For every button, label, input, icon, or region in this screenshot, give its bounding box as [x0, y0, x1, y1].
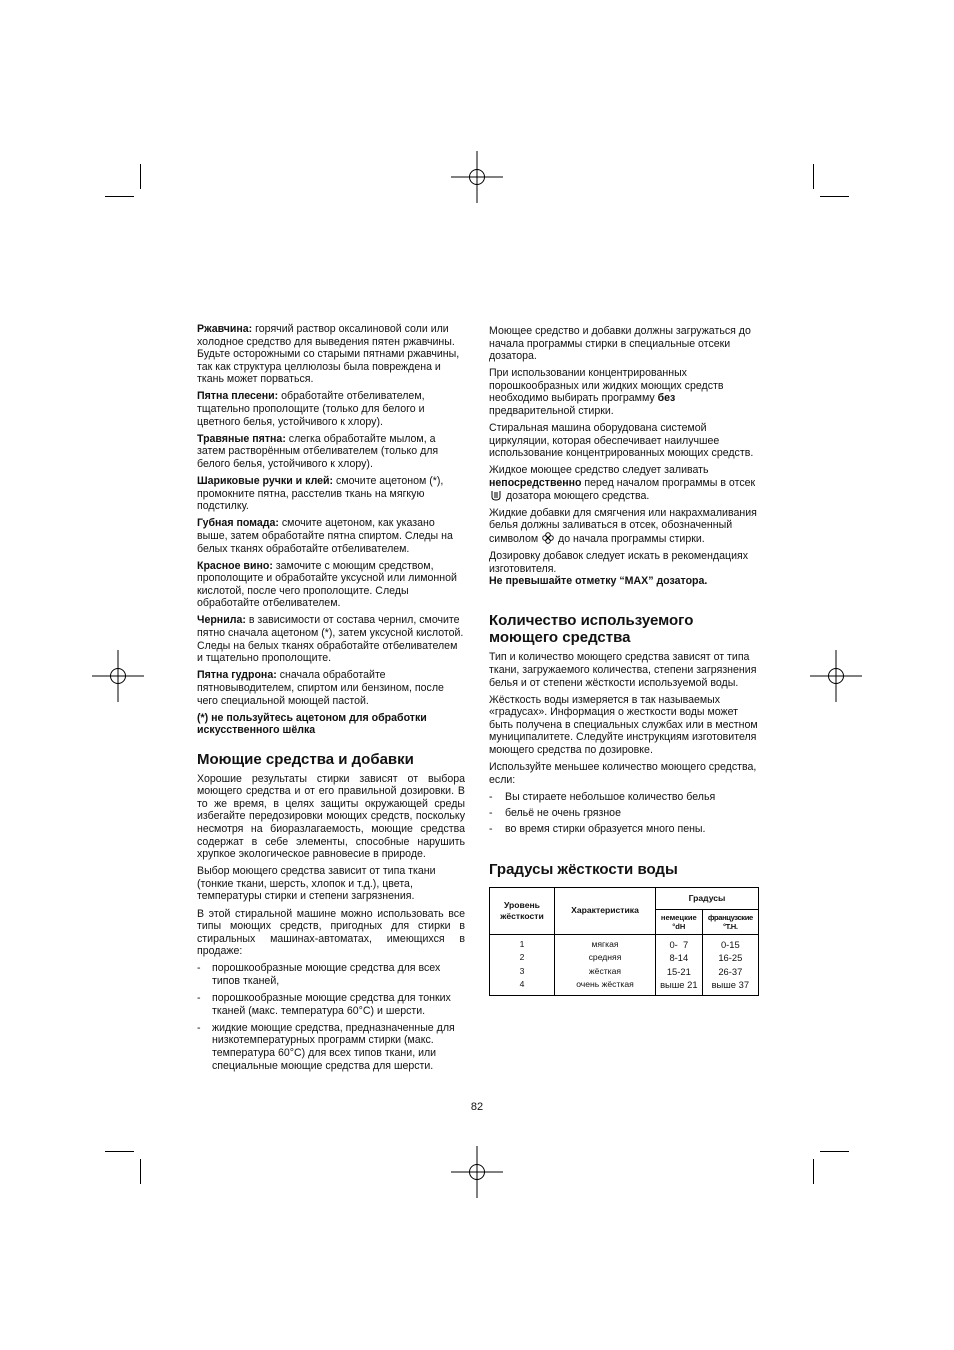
crop-mark	[105, 1151, 134, 1152]
paragraph: Моющее средство и добавки должны загружаться до начала программы стирки в специальные отсеки дозатора.	[489, 325, 751, 363]
paragraph: Тип и количество моющего средства зависят от типа ткани, загружаемого количества, степени загрязнения белья и от степени жёсткости используемой воды.	[489, 651, 757, 689]
paragraph: Хорошие результаты стирки зависят от выбора моющего средства и от его правильной дозировки. В то же время, в целях защиты окружающей среды избегайте передозировки моющих средств, поскольку несмотря на биоразлагаемость, моющие средства содержат в себе элементы, способные нарушить хрупкое экологическое равновесие в природе.	[197, 772, 465, 861]
table-cell-levels: 1 2 3 4	[490, 934, 555, 995]
paragraph: Дозировку добавок следует искать в рекомендациях изготовителя.	[489, 550, 749, 575]
stain-ink: Чернила: в зависимости от состава чернил, смочите пятно сначала ацетоном (*), затем уксусной кислотой. Следы на белых тканях обработайте отбеливателем и тщательно прополощите.	[197, 614, 464, 665]
softener-flower-icon	[542, 532, 554, 544]
registration-mark-icon	[810, 650, 862, 702]
paragraph: Используйте меньшее количество моющего средства, если:	[489, 761, 757, 786]
paragraph: Жёсткость воды измеряется в так называемых «градусах». Информация о жесткости воды может быть получена в специальных службах или в местном муниципалитете. Следуйте инструкциям изготовителя моющего средства по дозировке.	[489, 693, 758, 757]
table-row	[490, 934, 759, 995]
stain-rust: Ржавчина: горячий раствор оксалиновой соли или холодное средство для выведения пятен ржавчины. Будьте осторожными со старыми пятнами ржавчины, так как структура целлюлозы была повреждена и ткань может порваться.	[197, 323, 460, 386]
table-header-french: французские °T.H.	[702, 909, 758, 934]
crop-mark	[140, 164, 141, 189]
list-item: - во время стирки образуется много пены.	[489, 823, 761, 836]
page-number: 82	[470, 1101, 484, 1113]
acetone-note: (*) не пользуйтесь ацетоном для обработки искусственного шёлка	[197, 711, 427, 737]
paragraph: Стиральная машина оборудована системой циркуляции, которая обеспечивает наилучшее использование концентрированных моющих средств.	[489, 422, 754, 460]
crop-mark	[820, 1151, 849, 1152]
table-header-characteristic: Характеристика	[555, 887, 656, 934]
paragraph: Жидкое моющее средство следует заливать непосредственно перед началом программы в отсек дозатора моющего средства.	[489, 464, 756, 502]
water-hardness-table	[489, 887, 759, 996]
right-column	[489, 325, 761, 996]
list-item: - порошкообразные моющие средства для всех типов тканей,	[197, 962, 465, 987]
stain-grass: Травяные пятна: слегка обработайте мылом, а затем растворённым отбеливателем (только для белого белья, устойчивого к хлору).	[197, 432, 439, 470]
table-header-level: Уровень жёсткости	[490, 887, 555, 934]
left-column	[197, 323, 465, 1077]
registration-mark-icon	[451, 151, 503, 203]
stain-pen-glue: Шариковые ручки и клей: смочите ацетоном (*), промокните пятна, расстелив ткань на мягкую подстилку.	[197, 475, 444, 513]
paragraph: В этой стиральной машине можно использовать все типы моющих средств, пригодных для стирки в стиральных машинах-автоматах, имеющихся в продаже:	[197, 907, 465, 958]
stain-tar: Пятна гудрона: сначала обработайте пятновыводителем, спиртом или бензином, после чего специальной моющей пастой.	[197, 669, 444, 707]
detergent-types-list	[197, 962, 465, 1072]
crop-mark	[820, 196, 849, 197]
crop-mark	[140, 1159, 141, 1184]
list-item: - порошкообразные моющие средства для тонких тканей (макс. температура 60°C) и шерсти.	[197, 992, 465, 1017]
table-header-german: немецкие °dH	[656, 909, 703, 934]
hardness-heading: Градусы жёсткости воды	[489, 860, 678, 878]
list-item: - Вы стираете небольшое количество белья	[489, 791, 761, 804]
paragraph: Жидкие добавки для смягчения или накрахмаливания белья должны заливаться в отсек, обозначенный символом до начала программы стирки.	[489, 506, 757, 545]
table-cell-german: 0- 7 8-14 15-21 выше 21	[656, 934, 703, 995]
paragraph: При использовании концентрированных порошкообразных или жидких моющих средств необходимо выбирать программу без предварительной стирки.	[489, 367, 724, 418]
registration-mark-icon	[92, 650, 144, 702]
list-item: - бельё не очень грязное	[489, 807, 761, 820]
main-wash-compartment-icon	[490, 490, 502, 501]
less-detergent-list	[489, 791, 761, 836]
registration-mark-icon	[451, 1146, 503, 1198]
table-header-degrees: Градусы	[656, 887, 759, 909]
table-cell-characteristics: мягкая средняя жёсткая очень жёсткая	[555, 934, 656, 995]
stain-lipstick: Губная помада: смочите ацетоном, как указано выше, затем обработайте пятна спиртом. Следы на белых тканях обработайте отбеливателем.	[197, 517, 453, 555]
crop-mark	[105, 196, 134, 197]
crop-mark	[813, 1159, 814, 1184]
stain-red-wine: Красное вино: замочите с моющим средством, прополощите и обработайте уксусной или лимонной кислотой, после чего прополощите. Следы обработайте отбеливателем.	[197, 559, 457, 610]
list-item: - жидкие моющие средства, предназначенные для низкотемпературных программ стирки (макс. температура 60°C) для всех типов ткани, или специальные моющие средства для шерсти.	[197, 1022, 465, 1072]
stain-mould: Пятна плесени: обработайте отбеливателем, тщательно прополощите (только для белого и цветного белья, устойчивого к хлору).	[197, 390, 425, 428]
max-warning: Не превышайте отметку “MAX” дозатора.	[489, 575, 708, 588]
paragraph: Выбор моющего средства зависит от типа ткани (тонкие ткани, шерсть, хлопок и т.д.), цвета, температуры стирки и степени загрязнения.	[197, 865, 436, 903]
crop-mark	[813, 164, 814, 189]
quantity-heading: Количество используемого моющего средства	[489, 611, 694, 646]
detergents-heading: Моющие средства и добавки	[197, 750, 414, 768]
table-cell-french: 0-15 16-25 26-37 выше 37	[702, 934, 758, 995]
